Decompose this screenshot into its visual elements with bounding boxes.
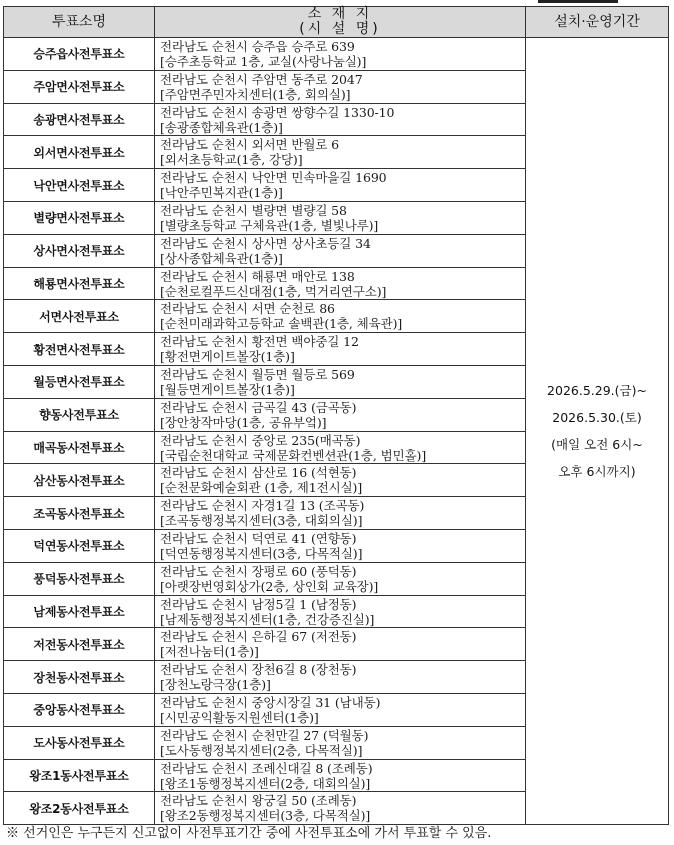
station-facility: [시민공익활동지원센터(1층)]: [160, 709, 319, 725]
station-name: 왕조1동사전투표소: [4, 759, 155, 792]
station-name: 황전면사전투표소: [4, 333, 155, 366]
station-address: 전라남도 순천시 순천만길 27 (덕월동): [160, 727, 369, 743]
station-facility: [장안창작마당(1층, 공유부엌)]: [160, 414, 327, 430]
station-name: 중앙동사전투표소: [4, 693, 155, 726]
station-address: 전라남도 순천시 낙안면 민속마을길 1690: [160, 170, 387, 186]
station-location: [155, 693, 526, 726]
station-facility: [별량초등학교 구체육관(1층, 별빛나루)]: [160, 217, 379, 233]
station-name: 왕조2동사전투표소: [4, 792, 155, 825]
operation-period: [526, 38, 669, 825]
station-location: [155, 726, 526, 759]
station-address: 전라남도 순천시 별량면 별량길 58: [160, 202, 347, 218]
station-name: 주암면사전투표소: [4, 70, 155, 103]
period-line1: 2026.5.29.(금)~: [547, 383, 647, 399]
header-period: 설치·운영기간: [526, 7, 669, 38]
station-address: 전라남도 순천시 서면 순천로 86: [160, 301, 335, 317]
station-address: 전라남도 순천시 주암면 동주로 2047: [160, 71, 363, 87]
station-name: 풍덕동사전투표소: [4, 562, 155, 595]
station-facility: [낙안주민복지관(1층)]: [160, 185, 283, 201]
station-location: [155, 759, 526, 792]
header-address-line1: 소 재 지: [307, 6, 373, 22]
station-address: 전라남도 순천시 승주읍 승주로 639: [160, 39, 355, 54]
station-address: 전라남도 순천시 왕궁길 50 (조례동): [160, 793, 357, 809]
station-address: 전라남도 순천시 장천6길 8 (장천동): [160, 662, 357, 678]
station-location: [155, 595, 526, 628]
table-header-row: [4, 7, 669, 38]
station-location: [155, 300, 526, 333]
station-name: 남제동사전투표소: [4, 595, 155, 628]
station-facility: [외서초등학교(1층, 강당)]: [160, 152, 303, 168]
station-location: [155, 398, 526, 431]
station-name: 서면사전투표소: [4, 300, 155, 333]
station-location: [155, 333, 526, 366]
early-voting-station-table: [3, 6, 669, 825]
station-name: 월등면사전투표소: [4, 365, 155, 398]
station-location: [155, 201, 526, 234]
station-location: [155, 792, 526, 825]
station-facility: [순천로컬푸드신대점(1층, 먹거리연구소)]: [160, 283, 387, 299]
station-facility: [순천문화예술회관 (1층, 제1전시실)]: [160, 480, 363, 496]
period-line3: (매일 오전 6시~: [551, 437, 643, 453]
station-address: 전라남도 순천시 덕연로 41 (연향동): [160, 530, 357, 546]
station-facility: [장천노랑극장(1층)]: [160, 677, 271, 693]
station-name: 상사면사전투표소: [4, 234, 155, 267]
station-facility: [아랫장번영회상가(2층, 상인회 교육장)]: [160, 578, 379, 594]
header-address: [155, 7, 526, 38]
header-station-name: 투표소명: [4, 7, 155, 38]
station-facility: [남제동행정복지센터(1층, 건강증진실)]: [160, 611, 375, 627]
station-name: 송광면사전투표소: [4, 103, 155, 136]
period-line2: 2026.5.30.(토): [552, 410, 642, 426]
station-address: 전라남도 순천시 장평로 60 (풍덕동): [160, 563, 357, 579]
station-name: 장천동사전투표소: [4, 661, 155, 694]
station-location: [155, 661, 526, 694]
period-line4: 오후 6시까지): [558, 464, 636, 480]
station-name: 낙안면사전투표소: [4, 169, 155, 202]
station-facility: [국립순천대학교 국제문화컨벤션관(1층, 범민홀)]: [160, 447, 427, 463]
station-address: 전라남도 순천시 은하길 67 (저전동): [160, 629, 357, 645]
top-rule: [538, 0, 618, 3]
station-name: 매곡동사전투표소: [4, 431, 155, 464]
station-location: [155, 431, 526, 464]
station-address: 전라남도 순천시 자경1길 13 (조곡동): [160, 498, 365, 514]
station-address: 전라남도 순천시 금곡길 43 (금곡동): [160, 399, 357, 415]
station-name: 승주읍사전투표소: [4, 38, 155, 71]
station-location: [155, 497, 526, 530]
station-facility: [순천미래과학고등학교 솔백관(1층, 체육관)]: [160, 316, 403, 332]
station-address: 전라남도 순천시 송광면 쌍향수길 1330-10: [160, 104, 395, 120]
station-location: [155, 562, 526, 595]
station-facility: [월등면게이트볼장(1층)]: [160, 381, 295, 397]
station-location: [155, 38, 526, 71]
station-location: [155, 267, 526, 300]
station-facility: [황전면게이트볼장(1층)]: [160, 349, 295, 365]
station-location: [155, 464, 526, 497]
station-location: [155, 169, 526, 202]
station-location: [155, 70, 526, 103]
station-name: 향동사전투표소: [4, 398, 155, 431]
station-facility: [주암면주민자치센터(1층, 회의실)]: [160, 86, 351, 102]
station-location: [155, 234, 526, 267]
station-facility: [송광종합체육관(1층)]: [160, 119, 283, 135]
station-location: [155, 103, 526, 136]
station-facility: [왕조2동행정복지센터(3층, 다목적실)]: [160, 808, 371, 824]
station-facility: [승주초등학교 1층, 교실(사랑나눔실)]: [160, 54, 367, 69]
station-address: 전라남도 순천시 외서면 반월로 6: [160, 137, 340, 153]
station-address: 전라남도 순천시 중앙시장길 31 (남내동): [160, 694, 381, 710]
station-address: 전라남도 순천시 황전면 백야중길 12: [160, 334, 359, 350]
station-location: [155, 136, 526, 169]
station-name: 별량면사전투표소: [4, 201, 155, 234]
station-name: 삼산동사전투표소: [4, 464, 155, 497]
station-address: 전라남도 순천시 중앙로 235(매곡동): [160, 432, 361, 448]
station-name: 덕연동사전투표소: [4, 529, 155, 562]
station-location: [155, 365, 526, 398]
station-address: 전라남도 순천시 삼산로 16 (석현동): [160, 465, 357, 481]
station-address: 전라남도 순천시 남정5길 1 (남정동): [160, 596, 357, 612]
station-facility: [저전나눔터(1층)]: [160, 644, 259, 660]
station-facility: [왕조1동행정복지센터(2층, 대회의실)]: [160, 775, 371, 791]
station-address: 전라남도 순천시 조례신대길 8 (조례동): [160, 760, 373, 776]
footnote: ※ 선거인은 누구든지 신고없이 사전투표기간 중에 사전투표소에 가서 투표할 수 있음.: [6, 826, 492, 841]
station-name: 저전동사전투표소: [4, 628, 155, 661]
station-facility: [도사동행정복지센터(2층, 다목적실)]: [160, 742, 363, 758]
station-address: 전라남도 순천시 월등면 월등로 569: [160, 366, 355, 382]
station-name: 해룡면사전투표소: [4, 267, 155, 300]
station-name: 조곡동사전투표소: [4, 497, 155, 530]
header-address-line2: (시 설 명): [299, 21, 381, 37]
station-address: 전라남도 순천시 상사면 상사초등길 34: [160, 235, 371, 251]
table-body: [4, 38, 669, 825]
station-name: 도사동사전투표소: [4, 726, 155, 759]
station-location: [155, 529, 526, 562]
station-facility: [조곡동행정복지센터(3층, 대회의실)]: [160, 513, 363, 529]
station-facility: [덕연동행정복지센터(3층, 다목적실)]: [160, 545, 363, 561]
station-name: 외서면사전투표소: [4, 136, 155, 169]
station-address: 전라남도 순천시 해룡면 매안로 138: [160, 268, 355, 284]
table-row: [4, 38, 669, 71]
station-facility: [상사종합체육관(1층)]: [160, 250, 283, 266]
station-location: [155, 628, 526, 661]
